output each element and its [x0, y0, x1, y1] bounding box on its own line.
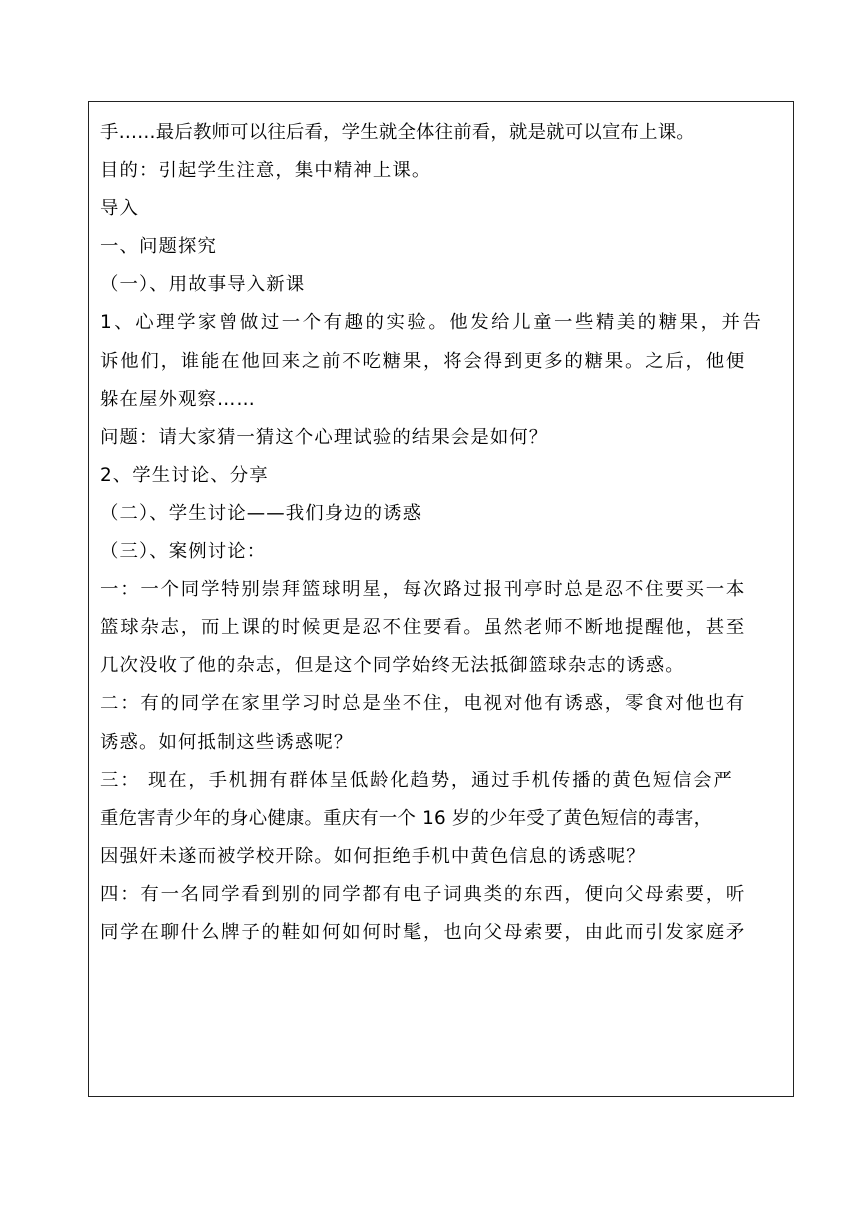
- text-line: 躲在屋外观察……: [100, 388, 256, 410]
- text-line: 目的：引起学生注意，集中精神上课。: [100, 160, 432, 182]
- text-line: （二）、学生讨论——我们身边的诱惑: [100, 502, 423, 524]
- lesson-plan-text: [100, 114, 788, 952]
- text-line: 几次没收了他的杂志，但是这个同学始终无法抵御篮球杂志的诱惑。: [100, 655, 685, 677]
- text-line: 三： 现在，手机拥有群体呈低龄化趋势，通过手机传播的黄色短信会严: [100, 769, 734, 791]
- text-line: 一：一个同学特别崇拜篮球明星，每次路过报刊亭时总是忍不住要买一本: [100, 579, 747, 601]
- text-line: 诉他们，谁能在他回来之前不吃糖果，将会得到更多的糖果。之后，他便: [100, 350, 747, 372]
- text-line: 1、心理学家曾做过一个有趣的实验。他发给儿童一些精美的糖果，并告: [100, 312, 764, 334]
- text-line: （一）、用故事导入新课: [100, 274, 306, 296]
- text-line: 篮球杂志，而上课的时候更是忍不住要看。虽然老师不断地提醒他，甚至: [100, 617, 747, 639]
- text-line: 四：有一名同学看到别的同学都有电子词典类的东西，便向父母索要，听: [100, 883, 747, 905]
- text-line: 因强奸未遂而被学校开除。如何拒绝手机中黄色信息的诱惑呢？: [100, 845, 646, 867]
- text-line: 诱惑。如何抵制这些诱惑呢？: [100, 731, 354, 753]
- text-line: （三）、案例讨论：: [100, 541, 267, 563]
- text-line: 2、学生讨论、分享: [100, 464, 269, 486]
- text-line: 导入: [100, 198, 139, 220]
- text-line: 重危害青少年的身心健康。重庆有一个 16 岁的少年受了黄色短信的毒害，: [100, 807, 713, 829]
- text-line: 同学在聊什么牌子的鞋如何如何时髦，也向父母索要，由此而引发家庭矛: [100, 921, 747, 943]
- text-line: 手……最后教师可以往后看，学生就全体往前看，就是就可以宣布上课。: [100, 122, 695, 143]
- lesson-plan-table-cell: [88, 101, 794, 1097]
- text-line: 一、问题探究: [100, 236, 217, 258]
- text-line: 问题：请大家猜一猜这个心理试验的结果会是如何？: [100, 426, 549, 448]
- text-line: 二：有的同学在家里学习时总是坐不住，电视对他有诱惑，零食对他也有: [100, 693, 747, 715]
